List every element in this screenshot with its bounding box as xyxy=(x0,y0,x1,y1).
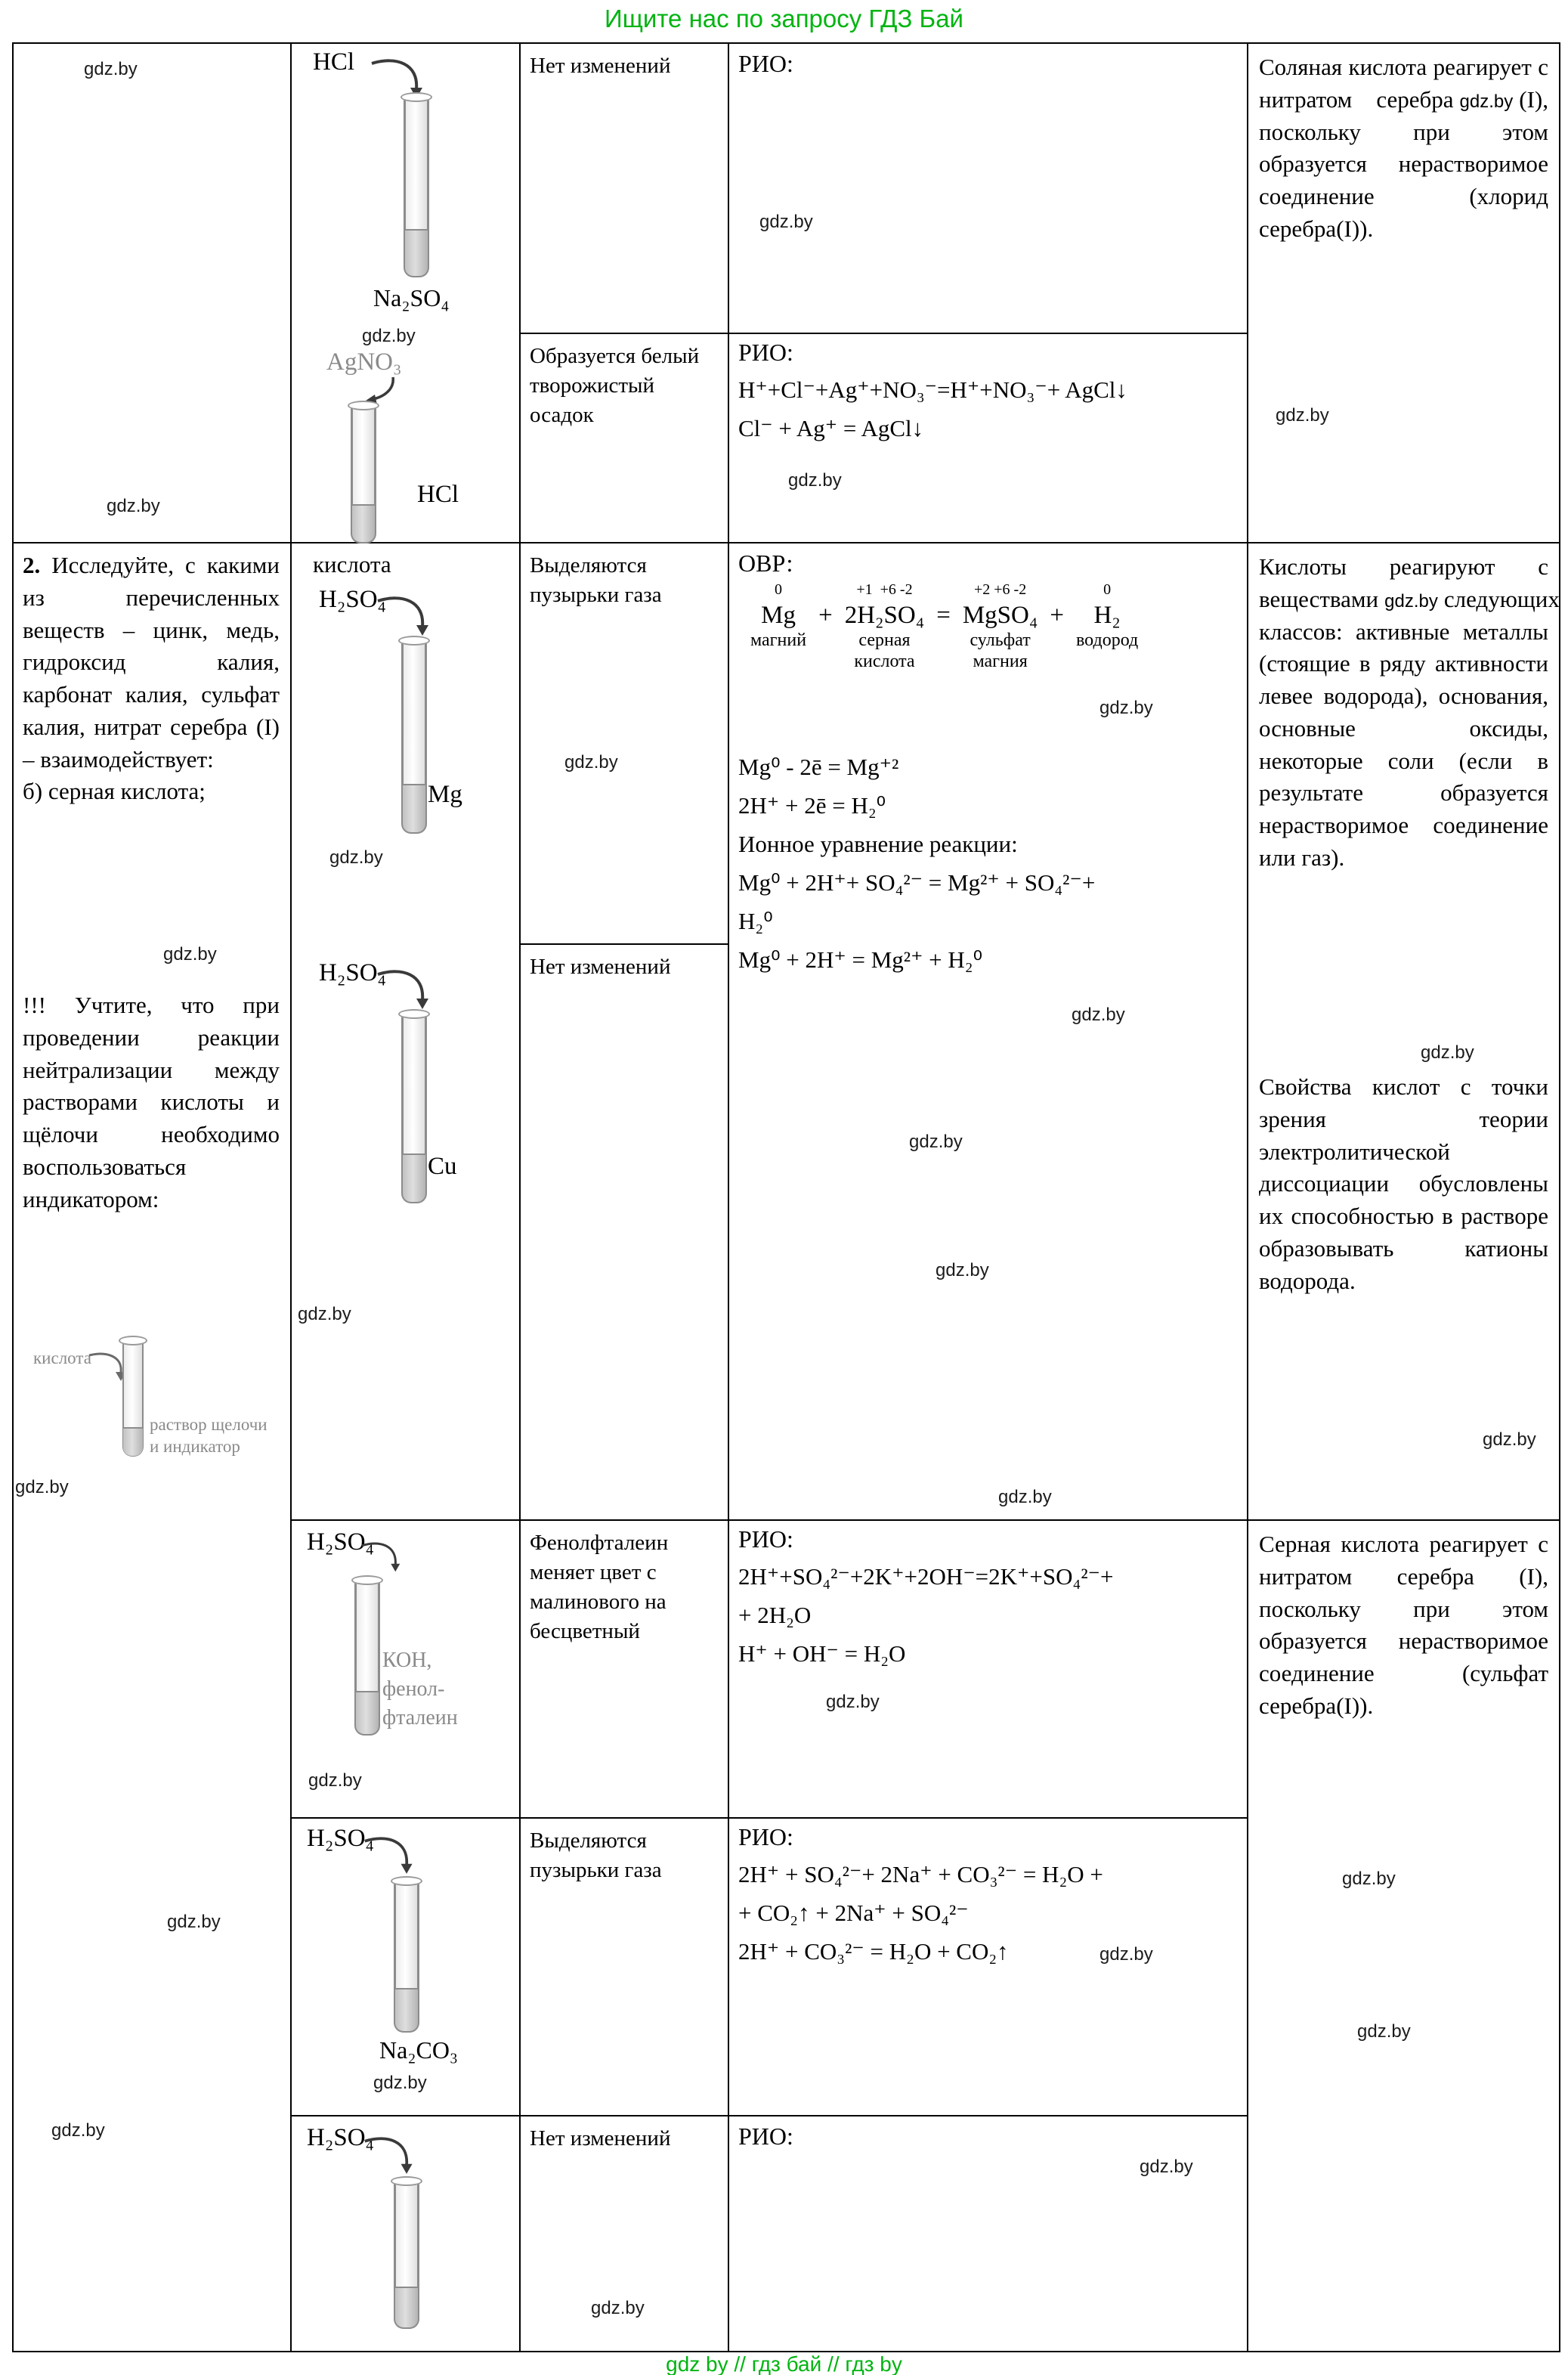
formula: 2H₂SO₄ xyxy=(844,602,925,629)
observation-text: Нет изменений xyxy=(530,54,671,78)
watermark: gdz.by xyxy=(163,944,217,965)
observation-text: Фенолфталеин меняет цвет с малинового на бесцветный xyxy=(530,1531,669,1643)
cell-equation xyxy=(728,1817,1247,2115)
test-tube xyxy=(401,1012,427,1203)
conclusion-part: Кислоты реагируют с веществами xyxy=(1259,553,1548,612)
watermark: gdz.by xyxy=(298,1304,351,1324)
tube-content-label: Mg xyxy=(428,781,462,808)
watermark: gdz.by xyxy=(1276,405,1329,426)
test-tube xyxy=(122,1339,144,1457)
watermark: gdz.by xyxy=(84,59,138,79)
operator: = xyxy=(936,602,951,629)
acid-label: кислота xyxy=(313,551,391,577)
equation-block xyxy=(738,1563,1113,1679)
equation-block xyxy=(738,376,1127,454)
equation-line: Mg⁰ + 2H⁺+ SO₄²⁻ = Mg²⁺ + SO₄²⁻+ xyxy=(738,869,1096,896)
equation-line: Mg⁰ + 2H⁺ = Mg²⁺ + H₂⁰ xyxy=(738,946,983,973)
watermark: gdz.by xyxy=(564,752,618,773)
cell-equation xyxy=(728,2115,1247,2352)
formula: MgSO₄ xyxy=(962,602,1038,629)
watermark: gdz.by xyxy=(909,1132,963,1152)
watermark: gdz.by xyxy=(1342,1869,1396,1889)
pour-arrow-icon xyxy=(375,593,435,637)
watermark: gdz.by xyxy=(759,212,813,232)
conclusion-text xyxy=(1259,51,1548,246)
cell-equation xyxy=(728,42,1247,333)
conclusion-part: следующих классов: активные металлы (стоящие в ряду активности левее водорода), основания, основные оксиды, некоторые соли (если в результате образуется нерастворимое соединение или газ). xyxy=(1259,585,1560,871)
reagent-label: HCl xyxy=(313,48,355,76)
cell-observation xyxy=(519,333,728,542)
tube-content-label: HCl xyxy=(417,481,459,508)
equation-title: РИО: xyxy=(738,1525,793,1553)
equation-line: Cl⁻ + Ag⁺ = AgCl↓ xyxy=(738,415,924,441)
equation-line: 2H⁺ + SO₄²⁻+ 2Na⁺ + CO₃²⁻ = H₂O + xyxy=(738,1861,1103,1887)
task-subitem: б) серная кислота; xyxy=(23,778,206,805)
ovr-term xyxy=(750,581,806,651)
cell-equation xyxy=(728,1519,1247,1817)
equation-title: ОВР: xyxy=(738,550,793,577)
cell-experiment-figures xyxy=(290,2115,519,2352)
formula: H₂ xyxy=(1093,602,1121,629)
reagent-label: AgNO₃ xyxy=(326,348,402,376)
watermark: gdz.by xyxy=(591,2298,645,2318)
watermark: gdz.by xyxy=(51,2120,105,2141)
test-tube xyxy=(401,639,427,834)
watermark: gdz.by xyxy=(1357,2021,1411,2042)
tube-content-label: Cu xyxy=(428,1153,457,1180)
ovr-term xyxy=(1076,581,1138,651)
cell-observation xyxy=(519,1817,728,2115)
equation-line: + 2H₂O xyxy=(738,1602,812,1628)
task-text xyxy=(23,550,280,808)
watermark: gdz.by xyxy=(373,2073,427,2093)
neutralization-diagram xyxy=(20,1334,284,1470)
tube-liquid xyxy=(123,1427,143,1456)
task-note: !!! Учтите, что при проведении реакции нейтрализации между растворами кислоты и щёлочи необходимо воспользоваться индикатором: xyxy=(23,992,280,1212)
tube-liquid xyxy=(352,504,375,542)
equation-line: 2H⁺ + CO₃²⁻ = H₂O + CO₂↑ xyxy=(738,1938,1009,1965)
cell-conclusion xyxy=(1247,542,1560,1519)
test-tube xyxy=(394,1879,419,2033)
promo-header: Ищите нас по запросу ГДЗ Бай xyxy=(605,5,963,33)
conclusion-text: Серная кислота реагирует с нитратом серебра (I), поскольку при этом образуется нерастворимое соединение (сульфат серебра(I)). xyxy=(1259,1531,1548,1719)
cell-experiment-figures xyxy=(290,1817,519,2115)
tube-content-line: фталеин xyxy=(382,1705,458,1729)
substance-name: магний xyxy=(750,630,807,650)
oxidation-state: 0 xyxy=(775,581,783,598)
operator: + xyxy=(1050,602,1065,629)
pour-arrow-icon xyxy=(375,967,435,1011)
cell-conclusion xyxy=(1247,42,1560,542)
equation-title: РИО: xyxy=(738,339,793,366)
equation-line: Mg⁰ - 2ē = Mg⁺² xyxy=(738,754,899,780)
tube-liquid xyxy=(403,1153,425,1202)
tube-liquid xyxy=(395,2287,418,2327)
watermark: gdz.by xyxy=(308,1770,362,1791)
acid-label: кислота xyxy=(33,1349,91,1367)
solution-label xyxy=(150,1414,268,1458)
watermark: gdz.by xyxy=(329,847,383,868)
task-number: 2. xyxy=(23,552,41,578)
tube-liquid xyxy=(356,1691,379,1734)
equation-title: РИО: xyxy=(738,50,793,77)
watermark: gdz.by xyxy=(788,470,842,491)
observation-text: Нет изменений xyxy=(530,955,671,979)
watermark: gdz.by xyxy=(936,1260,989,1280)
watermark: gdz.by xyxy=(1384,590,1438,612)
tube-content-line: фенол- xyxy=(382,1677,445,1701)
ovr-term xyxy=(845,581,925,673)
tube-liquid xyxy=(405,229,428,276)
cell-observation xyxy=(519,2115,728,2352)
cell-task xyxy=(12,542,290,2352)
ovr-equation xyxy=(750,581,1138,673)
observation-text: Выделяются пузырьки газа xyxy=(530,553,662,607)
watermark: gdz.by xyxy=(167,1912,221,1932)
watermark: gdz.by xyxy=(15,1477,69,1497)
conclusion-text: Свойства кислот с точки зрения теории электролитической диссоциации обусловлены их способностью в растворе образовывать катионы водорода. xyxy=(1259,1073,1548,1294)
formula: Mg xyxy=(761,602,796,629)
watermark: gdz.by xyxy=(107,496,160,516)
cell-experiment-figures xyxy=(290,42,519,542)
substance-name: водород xyxy=(1076,630,1139,650)
test-tube xyxy=(354,1578,380,1736)
tube-content-label xyxy=(382,1646,458,1732)
reagent-label: H₂SO₄ xyxy=(319,959,387,986)
cell-equation xyxy=(728,333,1247,542)
ovr-term xyxy=(963,581,1038,673)
watermark: gdz.by xyxy=(1140,2157,1193,2177)
watermark: gdz.by xyxy=(1099,1944,1153,1965)
pour-arrow-icon xyxy=(362,2134,419,2175)
task-body: Исследуйте, с какими из перечисленных веществ – цинк, медь, гидроксид калия, карбонат калия, сульфат калия, нитрат серебра (I) – взаимодействует: xyxy=(23,552,280,773)
watermark: gdz.by xyxy=(1459,91,1514,112)
cell-observation xyxy=(519,1519,728,1817)
promo-footer: gdz by // гдз бай // гдз by xyxy=(666,2352,902,2375)
watermark: gdz.by xyxy=(1483,1429,1536,1450)
conclusion-part: (I), поскольку при этом образуется нерастворимое соединение (хлорид серебра(I)). xyxy=(1259,85,1548,242)
cell-observation xyxy=(519,943,728,1519)
oxidation-state: 0 xyxy=(1103,581,1112,598)
reagent-label: H₂SO₄ xyxy=(319,586,387,613)
equation-line: 2H⁺ + 2ē = H₂⁰ xyxy=(738,792,886,819)
watermark: gdz.by xyxy=(998,1487,1052,1507)
watermark: gdz.by xyxy=(1099,698,1153,718)
cell-conclusion xyxy=(1247,1519,1560,2352)
equation-line: H⁺ + OH⁻ = H₂O xyxy=(738,1640,906,1667)
equation-line: H₂⁰ xyxy=(738,908,773,934)
cell-equation-ovr xyxy=(728,542,1247,1519)
observation-text: Выделяются пузырьки газа xyxy=(530,1828,662,1882)
equation-title: РИО: xyxy=(738,1823,793,1850)
pour-arrow-icon xyxy=(360,1537,405,1575)
watermark: gdz.by xyxy=(1421,1042,1474,1063)
substance-name: сульфат xyxy=(970,630,1031,650)
conclusion-part: Соляная кислота реагирует с нитратом серебра xyxy=(1259,54,1548,113)
equation-line: H⁺+Cl⁻+Ag⁺+NO₃⁻=H⁺+NO₃⁻+ AgCl↓ xyxy=(738,376,1127,403)
test-tube xyxy=(394,2179,419,2329)
observation-text: Нет изменений xyxy=(530,2126,671,2151)
solution-label-line: раствор щелочи xyxy=(150,1415,268,1434)
equation-line: 2H⁺+SO₄²⁻+2K⁺+2OH⁻=2K⁺+SO₄²⁻+ xyxy=(738,1563,1114,1590)
oxidation-state: +2 +6 -2 xyxy=(974,581,1027,598)
cell-task-empty xyxy=(12,42,290,542)
test-tube xyxy=(404,95,429,277)
watermark: gdz.by xyxy=(1072,1005,1125,1025)
watermark: gdz.by xyxy=(826,1692,880,1712)
reagent-label: H₂SO₄ xyxy=(307,2124,375,2151)
tube-content-label: Na₂CO₃ xyxy=(379,2036,459,2064)
test-tube xyxy=(351,404,376,543)
tube-liquid xyxy=(403,784,425,832)
watermark: gdz.by xyxy=(362,326,416,346)
oxidation-state: +1 +6 -2 xyxy=(856,581,913,598)
reagent-label: H₂SO₄ xyxy=(307,1825,375,1852)
substance-name: кислота xyxy=(854,652,915,672)
equation-block xyxy=(738,754,1095,985)
solution-label-line: и индикатор xyxy=(150,1436,240,1456)
tube-liquid xyxy=(395,1988,418,2031)
tube-content-line: КОН, xyxy=(382,1649,432,1672)
operator: + xyxy=(818,602,833,629)
cell-observation xyxy=(519,42,728,333)
pour-arrow-icon xyxy=(362,1834,419,1875)
conclusion-text xyxy=(1259,551,1560,875)
equation-block xyxy=(738,1861,1103,1977)
equation-title: РИО: xyxy=(738,2123,793,2150)
tube-content-label: Na₂SO₄ xyxy=(373,284,450,311)
cell-experiment-figures xyxy=(290,542,519,1519)
cell-observation xyxy=(519,542,728,943)
equation-line: Ионное уравнение реакции: xyxy=(738,831,1018,857)
equation-line: + CO₂↑ + 2Na⁺ + SO₄²⁻ xyxy=(738,1900,969,1926)
cell-experiment-figures xyxy=(290,1519,519,1817)
substance-name: серная xyxy=(858,630,911,650)
substance-name: магния xyxy=(973,652,1028,672)
reagent-label: H₂SO₄ xyxy=(307,1528,375,1556)
observation-text: Образуется белый творожистый осадок xyxy=(530,344,700,427)
